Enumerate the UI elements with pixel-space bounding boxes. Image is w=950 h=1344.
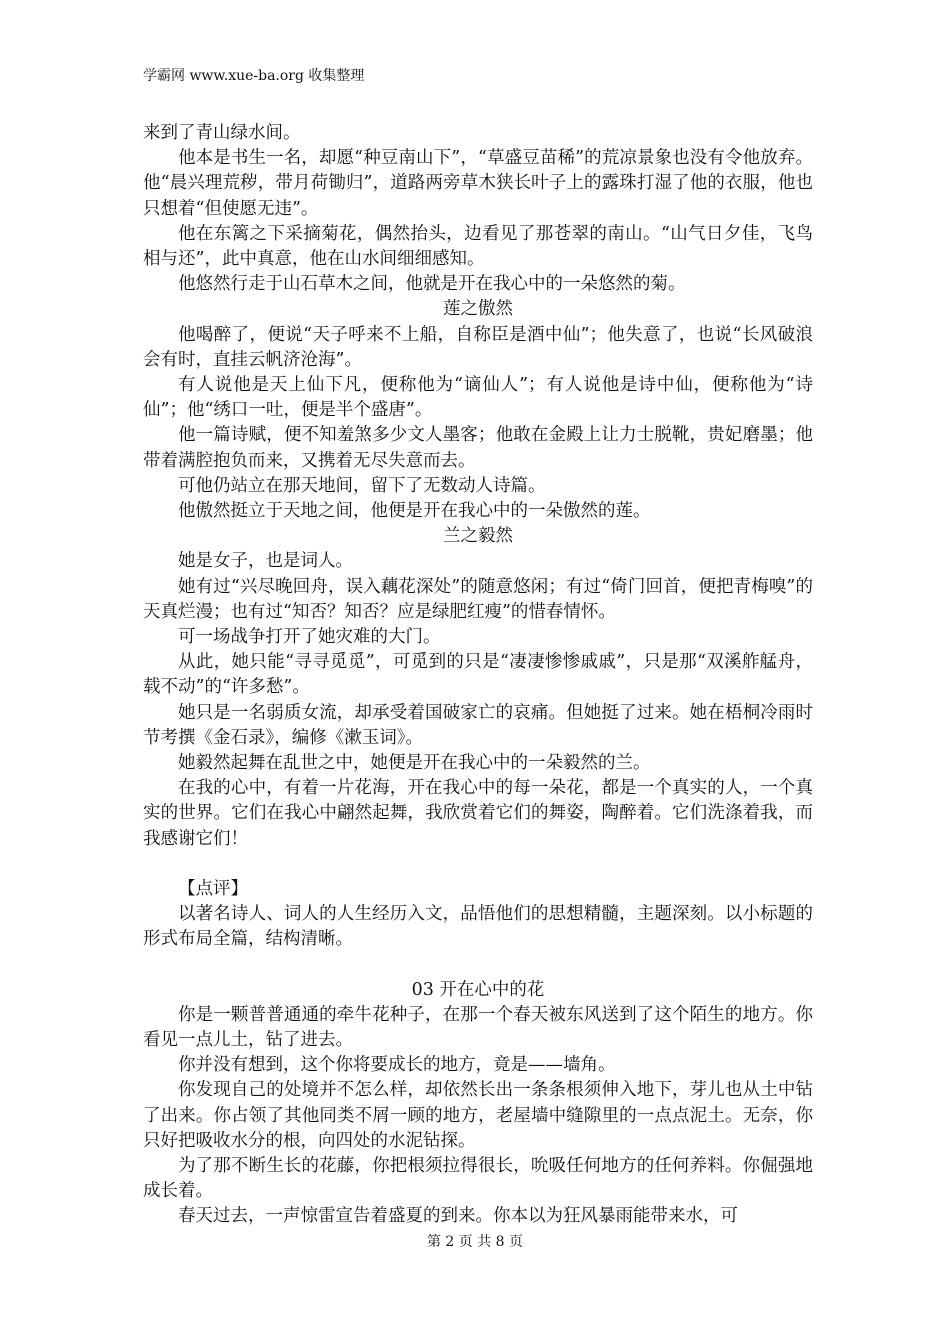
- paragraph: 春天过去，一声惊雷宣告着盛夏的到来。你本以为狂风暴雨能带来水，可: [178, 1206, 738, 1227]
- paragraph: 她毅然起舞在乱世之中，她便是开在我心中的一朵毅然的兰。: [178, 753, 651, 774]
- spacer: [143, 953, 813, 978]
- paragraph: 她是女子，也是词人。: [178, 551, 353, 572]
- page-header: 学霸网 www.xue-ba.org 收集整理: [143, 68, 365, 84]
- paragraph: 你并没有想到，这个你将要成长的地方，竟是——墙角。: [178, 1055, 616, 1076]
- paragraph: 他一篇诗赋，便不知羞煞多少文人墨客；他敢在金殿上让力士脱靴，贵妃磨墨；他带着满腔抱负而来，又携着无尽失意而去。: [143, 425, 813, 471]
- paragraph: 有人说他是天上仙下凡，便称他为“谪仙人”；有人说他是诗中仙，便称他为“诗仙”；他“绣口一吐，便是半个盛唐”。: [143, 375, 813, 421]
- paragraph: 在我的心中，有着一片花海，开在我心中的每一朵花，都是一个真实的人，一个真实的世界。它们在我心中翩然起舞，我欣赏着它们的舞姿，陶醉着。它们洗涤着我，而我感谢它们！: [143, 778, 813, 849]
- section-heading-lotus: 莲之傲然: [443, 299, 513, 320]
- paragraph: 你发现自己的处境并不怎么样，却依然长出一条条根须伸入地下，芽儿也从土中钻了出来。你占领了其他同类不屑一顾的地方，老屋墙中缝隙里的一点点泥土。无奈，你只好把吸收水分的根，向四处的水泥钻探。: [143, 1080, 813, 1151]
- paragraph: 可他仍站立在那天地间，留下了无数动人诗篇。: [178, 475, 546, 496]
- paragraph: 他本是书生一名，却愿“种豆南山下”，“草盛豆苗稀”的荒凉景象也没有令他放弃。他“晨兴理荒秽，带月荷锄归”，道路两旁草木狭长叶子上的露珠打湿了他的衣服，他也只想着“但使愿无违”。: [143, 148, 813, 219]
- review-label: 【点评】: [178, 878, 248, 899]
- document-body: [143, 121, 813, 1230]
- paragraph: 从此，她只能“寻寻觅觅”，可觅到的只是“凄凄惨惨戚戚”，只是那“双溪舴艋舟，载不动”的“许多愁”。: [143, 652, 813, 698]
- paragraph: 来到了青山绿水间。: [143, 123, 301, 143]
- paragraph: 他喝醉了，便说“天子呼来不上船，自称臣是酒中仙”；他失意了，也说“长风破浪会有时，直挂云帆济沧海”。: [143, 324, 813, 370]
- paragraph: 她有过“兴尽晚回舟，误入藕花深处”的随意悠闲；有过“倚门回首，便把青梅嗅”的天真烂漫；也有过“知否？知否？应是绿肥红瘦”的惜春情怀。: [143, 576, 813, 622]
- paragraph: 可一场战争打开了她灾难的大门。: [178, 627, 441, 648]
- paragraph: 他悠然行走于山石草木之间，他就是开在我心中的一朵悠然的菊。: [178, 274, 686, 295]
- paragraph: 为了那不断生长的花藤，你把根须拉得很长，吮吸任何地方的任何养料。你倔强地成长着。: [143, 1155, 813, 1202]
- section-heading-orchid: 兰之毅然: [443, 526, 513, 547]
- essay-title: 03 开在心中的花: [411, 979, 545, 1000]
- paragraph: 她只是一名弱质女流，却承受着国破家亡的哀痛。但她挺了过来。她在梧桐冷雨时节考撰《金石录》，编修《漱玉词》。: [143, 702, 813, 748]
- paragraph: 你是一颗普普通通的牵牛花种子，在那一个春天被东风送到了这个陌生的地方。你看见一点儿土，钻了进去。: [143, 1004, 813, 1050]
- paragraph: 他在东篱之下采摘菊花，偶然抬头，边看见了那苍翠的南山。“山气日夕佳，飞鸟相与还”，此中真意，他在山水间细细感知。: [143, 223, 813, 270]
- paragraph: 他傲然挺立于天地之间，他便是开在我心中的一朵傲然的莲。: [178, 501, 651, 522]
- spacer: [143, 852, 813, 877]
- page-footer: 第 2 页 共 8 页: [426, 1234, 524, 1250]
- review-text: 以著名诗人、词人的人生经历入文，品悟他们的思想精髓，主题深刻。以小标题的形式布局全篇，结构清晰。: [143, 904, 813, 950]
